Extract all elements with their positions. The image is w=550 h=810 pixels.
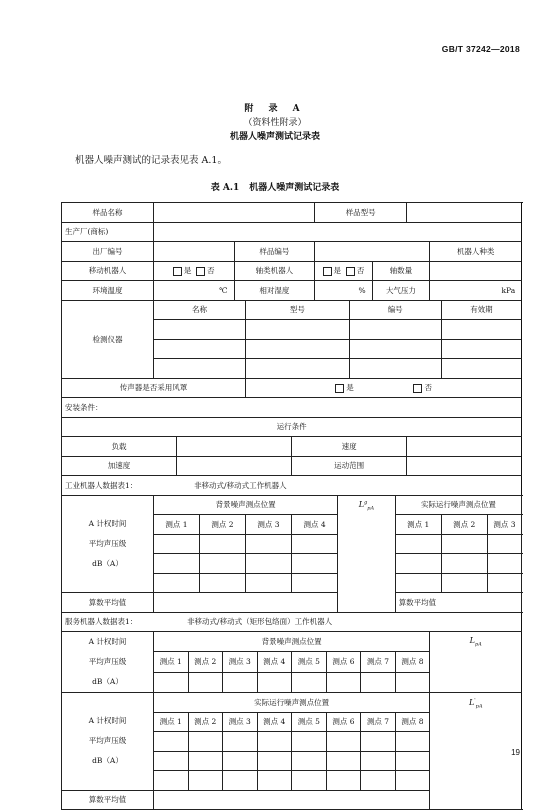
- pressure-unit: kPa: [430, 281, 522, 301]
- cell-value[interactable]: [154, 339, 246, 359]
- col-header: 背景噪声测点位置: [154, 632, 430, 652]
- cell-value[interactable]: [154, 732, 189, 752]
- cell-label: 生产厂(商标): [62, 222, 154, 242]
- cell-value[interactable]: [441, 339, 522, 359]
- cell-label: 加速度: [62, 456, 177, 476]
- point-header: 测点 1: [154, 652, 189, 672]
- point-header: 测点 8: [395, 712, 430, 732]
- cell-label: 相对湿度: [234, 281, 315, 301]
- cell-value[interactable]: [154, 751, 189, 771]
- windscreen-choice[interactable]: [246, 378, 522, 398]
- lp-sub: pA: [367, 505, 375, 512]
- label-no: 否: [356, 266, 365, 276]
- point-header: 测点 1: [395, 515, 441, 535]
- temp-unit: ℃: [154, 281, 235, 301]
- cell-value[interactable]: [246, 573, 292, 593]
- cell-value[interactable]: [349, 339, 441, 359]
- table-row: [62, 242, 522, 262]
- checkbox[interactable]: [323, 267, 332, 276]
- cell-value[interactable]: [326, 672, 361, 692]
- section-subtitle: 非移动式/移动式工作机器人: [194, 480, 287, 490]
- col-header: 背景噪声测点位置: [154, 495, 338, 515]
- cell-value[interactable]: [292, 554, 338, 574]
- intro-text: 机器人噪声测试的记录表见表 A.1。: [75, 155, 227, 166]
- service-title: [62, 612, 522, 632]
- checkbox[interactable]: [173, 267, 182, 276]
- section-title: 服务机器人数据表1：: [65, 617, 138, 627]
- label-yes: 是: [333, 266, 342, 276]
- table-name: 机器人噪声测试记录表: [249, 183, 340, 193]
- col-header: 型号: [246, 300, 350, 320]
- cell-value[interactable]: [154, 771, 189, 791]
- cell-label: 移动机器人: [62, 261, 154, 281]
- cell-label: 样品编号: [234, 242, 315, 262]
- table-title: [0, 180, 550, 193]
- cell-label: 环境温度: [62, 281, 154, 301]
- row-label-line: A 计权时间: [88, 518, 127, 528]
- cell-value[interactable]: [349, 320, 441, 340]
- point-header: 测点 3: [246, 515, 292, 535]
- appendix-note: （资料性附录）: [243, 118, 307, 128]
- cell-label: 轴类机器人: [234, 261, 315, 281]
- checkbox[interactable]: [346, 267, 355, 276]
- cell-value[interactable]: [487, 534, 522, 554]
- lp-sub: pA: [475, 703, 483, 710]
- label-yes: 是: [183, 266, 192, 276]
- cell-value[interactable]: [154, 573, 200, 593]
- axis-choice[interactable]: [315, 261, 373, 281]
- cell-value[interactable]: [395, 534, 441, 554]
- point-header: 测点 2: [200, 515, 246, 535]
- cell-value[interactable]: [407, 203, 522, 223]
- table-row: [62, 203, 522, 223]
- table-row: [62, 300, 522, 320]
- cell-value[interactable]: [200, 554, 246, 574]
- cell-value[interactable]: [315, 242, 430, 262]
- row-label-line: dB（A）: [92, 558, 123, 568]
- section-title: 工业机器人数据表1：: [65, 480, 138, 490]
- cell-value[interactable]: [188, 732, 223, 752]
- row-label-line: 平均声压级: [88, 736, 127, 746]
- cell-label: 大气压力: [372, 281, 430, 301]
- col-header: 实际运行噪声测点位置: [395, 495, 522, 515]
- point-header: 测点 3: [223, 712, 258, 732]
- cell-value[interactable]: [361, 751, 396, 771]
- cell-value[interactable]: [257, 771, 292, 791]
- col-header: 编号: [349, 300, 441, 320]
- row-label-line: A 计权时间: [88, 637, 127, 646]
- cell-label: 样品名称: [62, 203, 154, 223]
- cell-value[interactable]: [223, 732, 258, 752]
- cell-value[interactable]: [395, 751, 430, 771]
- standard-number: GB/T 37242—2018: [441, 44, 520, 54]
- table-row: [62, 495, 522, 515]
- cell-value[interactable]: [188, 672, 223, 692]
- cell-value[interactable]: [349, 359, 441, 379]
- lp-sub: pA: [474, 641, 482, 648]
- label-no: 否: [207, 266, 215, 276]
- cell-value[interactable]: [292, 732, 327, 752]
- cell-value[interactable]: [246, 554, 292, 574]
- cell-label: 传声器是否采用风罩: [62, 378, 246, 398]
- table-row: [62, 281, 522, 301]
- cell-value[interactable]: [154, 554, 200, 574]
- point-header: 测点 4: [292, 515, 338, 535]
- cell-value[interactable]: [395, 672, 430, 692]
- humidity-unit: %: [315, 281, 373, 301]
- cell-value[interactable]: [154, 534, 200, 554]
- industrial-title: [62, 476, 522, 496]
- col-header: 有效期: [441, 300, 522, 320]
- label-no: 否: [424, 383, 432, 393]
- table-row: [62, 593, 522, 613]
- point-header: 测点 6: [326, 712, 361, 732]
- point-header: 测点 4: [257, 652, 292, 672]
- cell-value[interactable]: [154, 222, 522, 242]
- cell-value[interactable]: [154, 359, 246, 379]
- cell-value[interactable]: [257, 732, 292, 752]
- point-header: 测点 7: [361, 712, 396, 732]
- cell-value[interactable]: [188, 771, 223, 791]
- point-header: 测点 2: [441, 515, 487, 535]
- table-row: [62, 417, 522, 437]
- cell-value[interactable]: [292, 573, 338, 593]
- row-label-line: 平均声压级: [88, 538, 127, 548]
- cell-value[interactable]: [257, 672, 292, 692]
- cell-label: 样品型号: [315, 203, 407, 223]
- appendix-heading: 机器人噪声测试记录表: [229, 132, 320, 142]
- cell-value[interactable]: [441, 573, 487, 593]
- table-row: [62, 612, 522, 632]
- cell-value[interactable]: [246, 320, 350, 340]
- cell-value[interactable]: [177, 456, 292, 476]
- cell-value[interactable]: [246, 339, 350, 359]
- row-label: [62, 632, 154, 693]
- cell-value[interactable]: [361, 771, 396, 791]
- lp-symbol: L: [468, 697, 475, 707]
- point-header: 测点 8: [395, 652, 430, 672]
- cell-value[interactable]: [407, 437, 522, 457]
- cell-value[interactable]: [326, 732, 361, 752]
- table-row: [62, 456, 522, 476]
- point-header: 测点 2: [188, 652, 223, 672]
- cell-value[interactable]: [441, 554, 487, 574]
- install-conditions: 安装条件：: [62, 398, 522, 418]
- avg-label: 算数平均值: [62, 790, 154, 810]
- run-conditions-header: 运行条件: [62, 417, 522, 437]
- table-row: [62, 632, 522, 652]
- row-label-line: A 计权时间: [88, 716, 127, 726]
- checkbox[interactable]: [196, 267, 205, 276]
- cell-value[interactable]: [223, 672, 258, 692]
- cell-value[interactable]: [200, 534, 246, 554]
- lp-bg-cell: [430, 632, 522, 693]
- lp-sup: g: [364, 499, 368, 506]
- row-label: [62, 693, 154, 791]
- cell-label: 检测仪器: [62, 300, 154, 378]
- cell-label: 轴数量: [372, 261, 430, 281]
- page-number: 19: [511, 748, 520, 757]
- cell-value[interactable]: [430, 261, 522, 281]
- cell-value[interactable]: [326, 771, 361, 791]
- table-row: [62, 378, 522, 398]
- lp-act-cell: [430, 693, 522, 810]
- row-label-line: dB（A）: [92, 756, 123, 766]
- cell-value[interactable]: [154, 203, 315, 223]
- cell-value[interactable]: [407, 456, 522, 476]
- cell-value[interactable]: [257, 751, 292, 771]
- point-header: 测点 7: [361, 652, 396, 672]
- point-header: 测点 3: [223, 652, 258, 672]
- table-row: [62, 261, 522, 281]
- cell-label: 出厂编号: [62, 242, 154, 262]
- cell-label: 机器人种类: [430, 242, 522, 262]
- cell-value[interactable]: [154, 320, 246, 340]
- cell-value[interactable]: [361, 732, 396, 752]
- table-row: [62, 476, 522, 496]
- table-row: [62, 398, 522, 418]
- cell-label: 速度: [292, 437, 407, 457]
- cell-value[interactable]: [246, 359, 350, 379]
- cell-value[interactable]: [441, 359, 522, 379]
- avg-label: 算数平均值: [395, 593, 522, 613]
- table-row: [62, 437, 522, 457]
- cell-value[interactable]: [292, 672, 327, 692]
- lp-bg-cell: [338, 495, 396, 612]
- point-header: 测点 1: [154, 712, 189, 732]
- cell-value[interactable]: [395, 554, 441, 574]
- checkbox[interactable]: [413, 384, 422, 393]
- point-header: 测点 4: [257, 712, 292, 732]
- cell-value[interactable]: [246, 534, 292, 554]
- point-header: 测点 6: [326, 652, 361, 672]
- cell-value[interactable]: [154, 593, 338, 613]
- cell-value[interactable]: [200, 573, 246, 593]
- cell-value[interactable]: [154, 790, 430, 810]
- cell-value[interactable]: [395, 732, 430, 752]
- cell-label: 负载: [62, 437, 177, 457]
- point-header: 测点 3: [487, 515, 522, 535]
- section-subtitle: 非移动式/移动式（矩形包络面）工作机器人: [187, 617, 333, 627]
- lp-sup: ': [474, 697, 476, 703]
- mobile-choice[interactable]: [154, 261, 235, 281]
- cell-value[interactable]: [487, 573, 522, 593]
- cell-value[interactable]: [441, 320, 522, 340]
- point-header: 测点 1: [154, 515, 200, 535]
- point-header: 测点 2: [188, 712, 223, 732]
- cell-label: 运动范围: [292, 456, 407, 476]
- col-header: 实际运行噪声测点位置: [154, 693, 430, 713]
- table-number: 表 A.1: [210, 183, 240, 193]
- cell-value[interactable]: [154, 242, 235, 262]
- row-label: [62, 495, 154, 593]
- noise-record-table: [61, 202, 522, 810]
- table-row: [62, 693, 522, 713]
- avg-label: 算数平均值: [62, 593, 154, 613]
- cell-value[interactable]: [223, 771, 258, 791]
- cell-value[interactable]: [292, 751, 327, 771]
- lp-symbol: L: [358, 500, 365, 510]
- table-row: [62, 222, 522, 242]
- cell-value[interactable]: [441, 534, 487, 554]
- cell-value[interactable]: [292, 771, 327, 791]
- label-yes: 是: [346, 383, 354, 393]
- cell-value[interactable]: [361, 672, 396, 692]
- col-header: 名称: [154, 300, 246, 320]
- lp-symbol: L: [469, 636, 475, 645]
- row-label-line: 平均声压级: [88, 657, 127, 666]
- point-header: 测点 5: [292, 652, 327, 672]
- appendix-title: 附 录 A: [244, 104, 306, 114]
- cell-value[interactable]: [177, 437, 292, 457]
- cell-value[interactable]: [223, 751, 258, 771]
- point-header: 测点 5: [292, 712, 327, 732]
- cell-value[interactable]: [395, 573, 441, 593]
- cell-value[interactable]: [487, 554, 522, 574]
- cell-value[interactable]: [326, 751, 361, 771]
- row-label-line: dB（A）: [92, 677, 123, 686]
- cell-value[interactable]: [188, 751, 223, 771]
- cell-value[interactable]: [395, 771, 430, 791]
- cell-value[interactable]: [154, 672, 189, 692]
- cell-value[interactable]: [292, 534, 338, 554]
- checkbox[interactable]: [335, 384, 344, 393]
